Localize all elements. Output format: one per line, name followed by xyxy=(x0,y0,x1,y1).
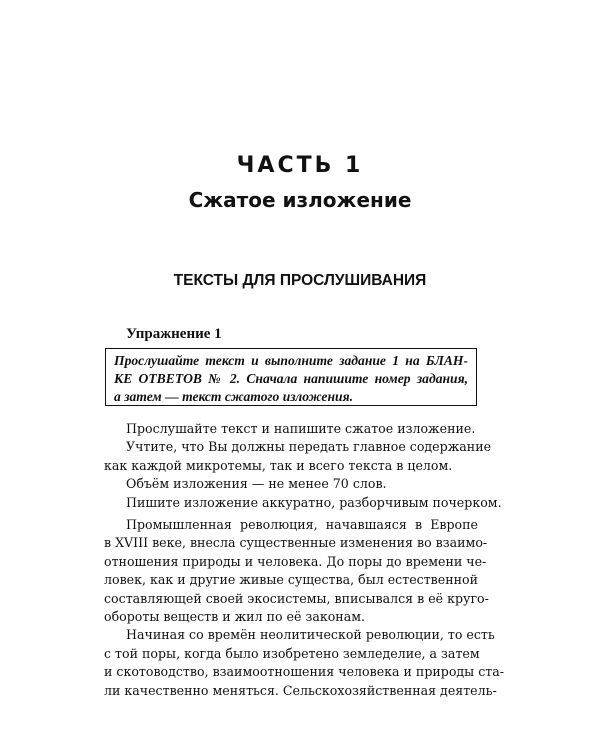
instruction-line: Прослушайте текст и напишите сжатое изложение. xyxy=(126,421,476,436)
part-subtitle: Сжатое изложение xyxy=(188,188,412,212)
task-line: а затем — текст сжатого изложения. xyxy=(114,389,353,404)
instructions xyxy=(104,420,502,512)
instruction-line: как каждой микротемы, так и всего текста в целом. xyxy=(104,457,453,473)
story-text xyxy=(104,516,504,700)
instruction-line: Учтите, что Вы должны передать главное содержание xyxy=(126,439,492,455)
task-box xyxy=(105,348,477,406)
story-line: и скотоводство, взаимоотношения человека и природы ста- xyxy=(104,664,504,680)
story-line: отношения природы и человека. До поры до времени че- xyxy=(104,553,487,569)
story-line: Начиная со времён неолитической революции, то есть xyxy=(126,627,495,643)
story-line: ловек, как и другие живые существа, был естественной xyxy=(104,572,478,588)
task-line: КЕ ОТВЕТОВ № 2. Сначала напишите номер задания, xyxy=(114,371,468,386)
section-title: ТЕКСТЫ ДЛЯ ПРОСЛУШИВАНИЯ xyxy=(173,272,427,289)
story-line: в XVIII веке, внесла существенные изменения во взаимо- xyxy=(104,535,488,551)
story-line: Промышленная революция, начавшаяся в Европе xyxy=(126,517,478,532)
exercise-title: Упражнение 1 xyxy=(126,326,222,342)
story-line: обороты веществ и жил по её законам. xyxy=(104,609,366,625)
instruction-line: Пишите изложение аккуратно, разборчивым почерком. xyxy=(126,494,502,510)
part-title: ЧАСТЬ 1 xyxy=(236,153,364,178)
instruction-line: Объём изложения — не менее 70 слов. xyxy=(126,476,387,492)
story-line: с той поры, когда было изобретено земледелие, а затем xyxy=(104,645,480,661)
task-line: Прослушайте текст и выполните задание 1 на БЛАН- xyxy=(114,353,468,368)
story-line: ли качественно меняться. Сельскохозяйственная деятель- xyxy=(104,682,497,698)
story-line: составляющей своей экосистемы, вписывался в её круго- xyxy=(104,590,489,606)
